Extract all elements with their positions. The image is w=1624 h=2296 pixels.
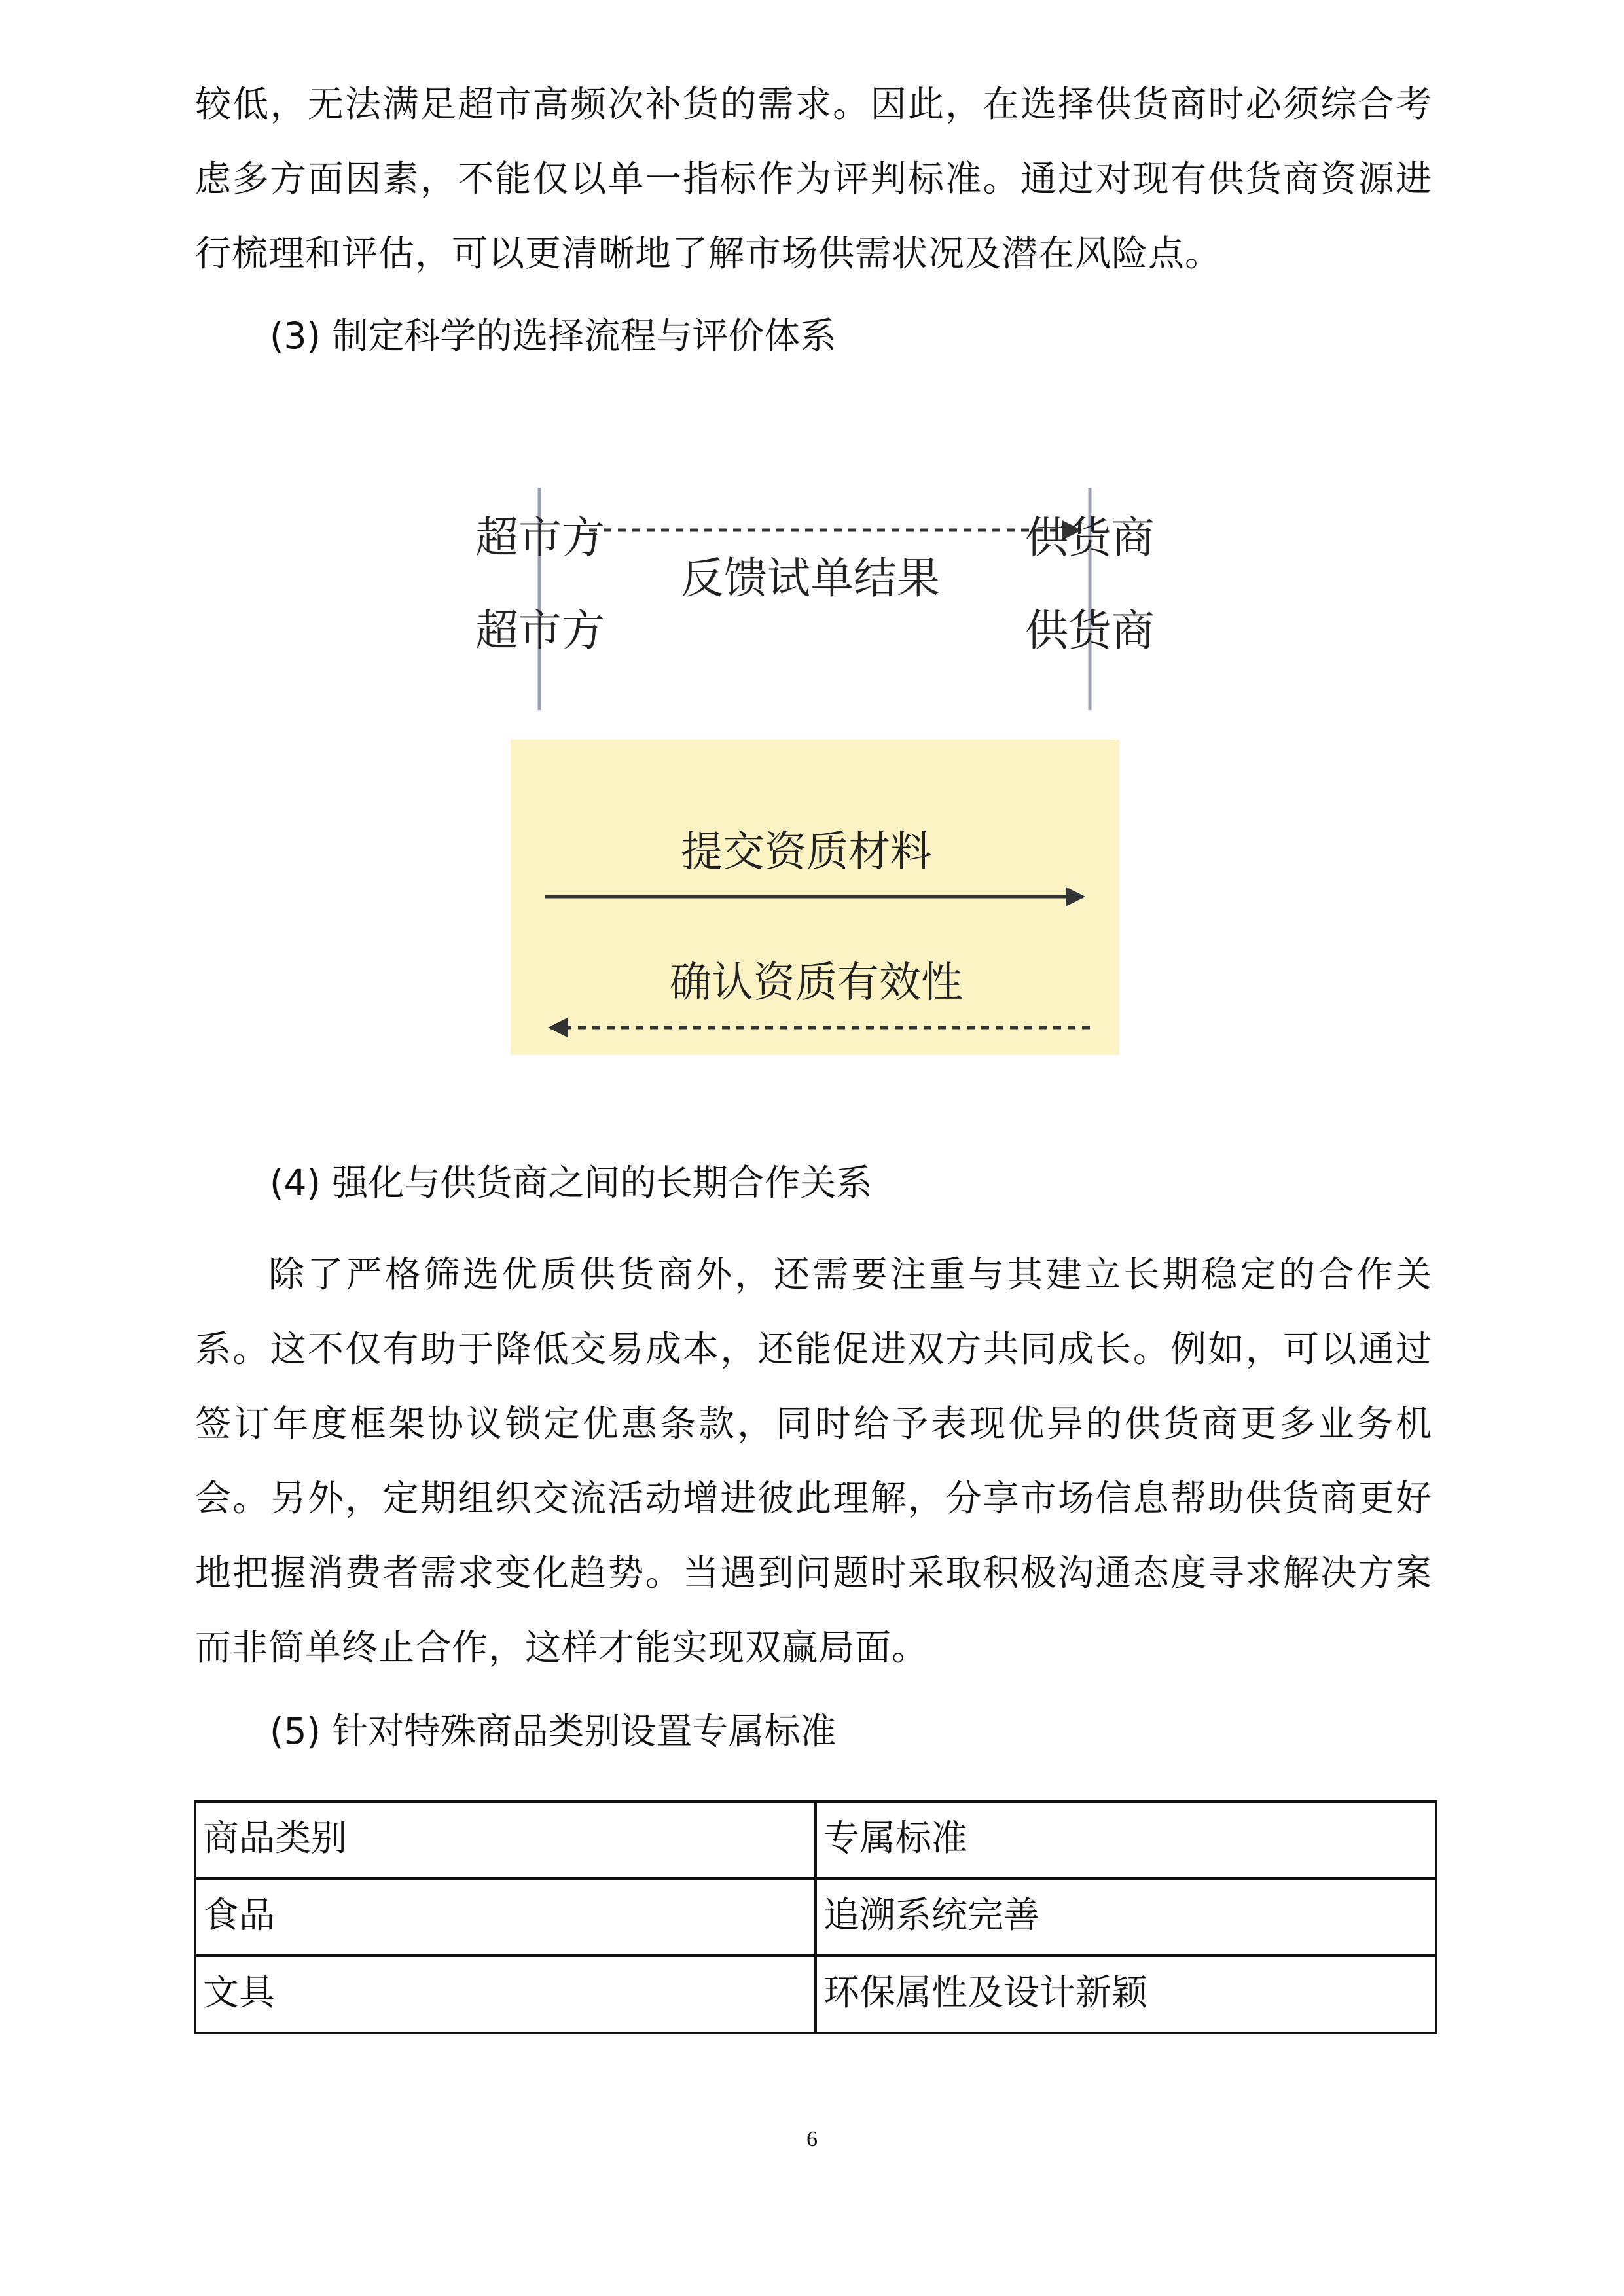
heading-4 bbox=[270, 1160, 872, 1206]
paragraph-cooperation: 除了严格筛选优质供货商外，还需要注重与其建立长期稳定的合作关系。这不仅有助于降低交易成本，还能促进双方共同成长。例如，可以通过签订年度框架协议锁定优惠条款，同时给予表现优异的供货商更多业务机会。另外，定期组织交流活动增进彼此理解，分享市场信息帮助供货商更好地把握消费者需求变化趋势。当遇到问题时采取积极沟通态度寻求解决方案而非简单终止合作，这样才能实现双赢局面。 bbox=[195, 1253, 1432, 1668]
heading-5 bbox=[270, 1708, 836, 1754]
table-header-cell: 商品类别 bbox=[195, 1801, 816, 1878]
supermarket-label-top: 超市方 bbox=[475, 512, 605, 563]
heading-3-number: (3) bbox=[270, 315, 321, 357]
table-cell: 食品 bbox=[195, 1878, 816, 1956]
table-row bbox=[195, 1956, 1436, 2033]
heading-3-text: 制定科学的选择流程与评价体系 bbox=[332, 315, 837, 357]
table-cell: 环保属性及设计新颖 bbox=[816, 1956, 1436, 2033]
category-standards-table bbox=[194, 1800, 1437, 2034]
supplier-label-bottom: 供货商 bbox=[1025, 605, 1155, 656]
supplier-label-top: 供货商 bbox=[1025, 512, 1155, 563]
submit-label: 提交资质材料 bbox=[681, 828, 932, 876]
table-cell: 追溯系统完善 bbox=[816, 1878, 1436, 1956]
table-cell: 文具 bbox=[195, 1956, 816, 2033]
heading-4-number: (4) bbox=[270, 1162, 321, 1204]
feedback-label: 反馈试单结果 bbox=[681, 553, 940, 603]
heading-5-number: (5) bbox=[270, 1710, 321, 1752]
confirm-label: 确认资质有效性 bbox=[670, 959, 963, 1007]
table-row bbox=[195, 1878, 1436, 1956]
heading-4-text: 强化与供货商之间的长期合作关系 bbox=[332, 1162, 873, 1204]
page-number: 6 bbox=[806, 2127, 818, 2151]
table-header-cell: 专属标准 bbox=[816, 1801, 1436, 1878]
heading-5-text: 针对特殊商品类别设置专属标准 bbox=[332, 1710, 837, 1752]
paragraph-intro: 较低，无法满足超市高频次补货的需求。因此，在选择供货商时必须综合考虑多方面因素，不能仅以单一指标作为评判标准。通过对现有供货商资源进行梳理和评估，可以更清晰地了解市场供需状况及潜在风险点。 bbox=[195, 83, 1432, 274]
supermarket-label-bottom: 超市方 bbox=[475, 605, 605, 656]
table-header-row bbox=[195, 1801, 1436, 1878]
